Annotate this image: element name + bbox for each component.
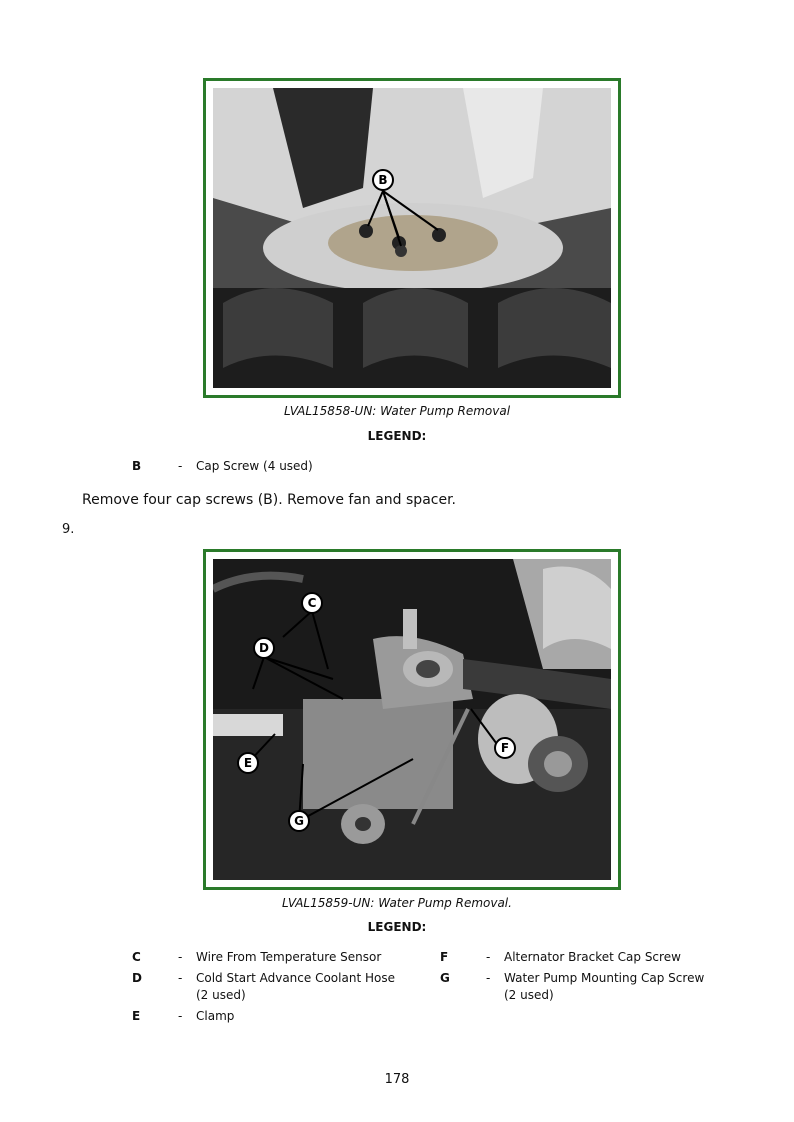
legend-key: G [440, 971, 450, 985]
legend-dash: - [178, 1009, 183, 1023]
legend-item-b [132, 458, 432, 475]
figure-1-legend-heading: LEGEND: [367, 429, 427, 443]
legend-key: B [132, 459, 142, 473]
callout-c [302, 593, 322, 613]
legend-key: E [132, 1009, 141, 1023]
step-number: 9. [62, 522, 75, 537]
svg-text:D: D [259, 641, 269, 655]
svg-text:E: E [243, 756, 253, 770]
legend-text: Cap Screw (4 used) [196, 459, 313, 473]
water-pump-engine-photo [213, 559, 611, 880]
legend-dash: - [178, 971, 183, 985]
legend-key: D [132, 971, 142, 985]
water-pump-fan-photo [213, 88, 611, 388]
legend-item-g [440, 970, 740, 1004]
legend-dash: - [178, 950, 183, 964]
legend-dash: - [486, 971, 491, 985]
figure-1-caption: LVAL15858-UN: Water Pump Removal [283, 404, 511, 418]
legend-key: C [132, 950, 141, 964]
legend-item-c [132, 949, 422, 966]
legend-dash: - [486, 950, 491, 964]
callout-b [373, 170, 393, 190]
svg-text:B: B [378, 173, 388, 187]
legend-text: Clamp [196, 1009, 235, 1023]
instruction-text: Remove four cap screws (B). Remove fan and spacer. [82, 492, 457, 508]
figure-2 [203, 549, 621, 890]
figure-2-legend-heading: LEGEND: [367, 920, 427, 934]
legend-dash: - [178, 459, 183, 473]
page-number: 178 [384, 1072, 410, 1087]
legend-item-f [440, 949, 740, 966]
callout-e [238, 753, 258, 773]
figure-2-caption: LVAL15859-UN: Water Pump Removal. [282, 896, 512, 910]
legend-key: F [440, 950, 449, 964]
legend-text: Wire From Temperature Sensor [196, 950, 382, 964]
figure-1 [203, 78, 621, 398]
legend-item-d [132, 970, 422, 1004]
legend-text: Water Pump Mounting Cap Screw (2 used) [504, 971, 705, 1002]
callout-f [495, 738, 515, 758]
svg-text:C: C [307, 596, 317, 610]
svg-text:G: G [294, 814, 304, 828]
legend-text: Cold Start Advance Coolant Hose (2 used) [196, 971, 395, 1002]
callout-d [254, 638, 274, 658]
callout-g [289, 811, 309, 831]
svg-text:F: F [500, 741, 510, 755]
legend-text: Alternator Bracket Cap Screw [504, 950, 681, 964]
legend-item-e [132, 1008, 422, 1025]
